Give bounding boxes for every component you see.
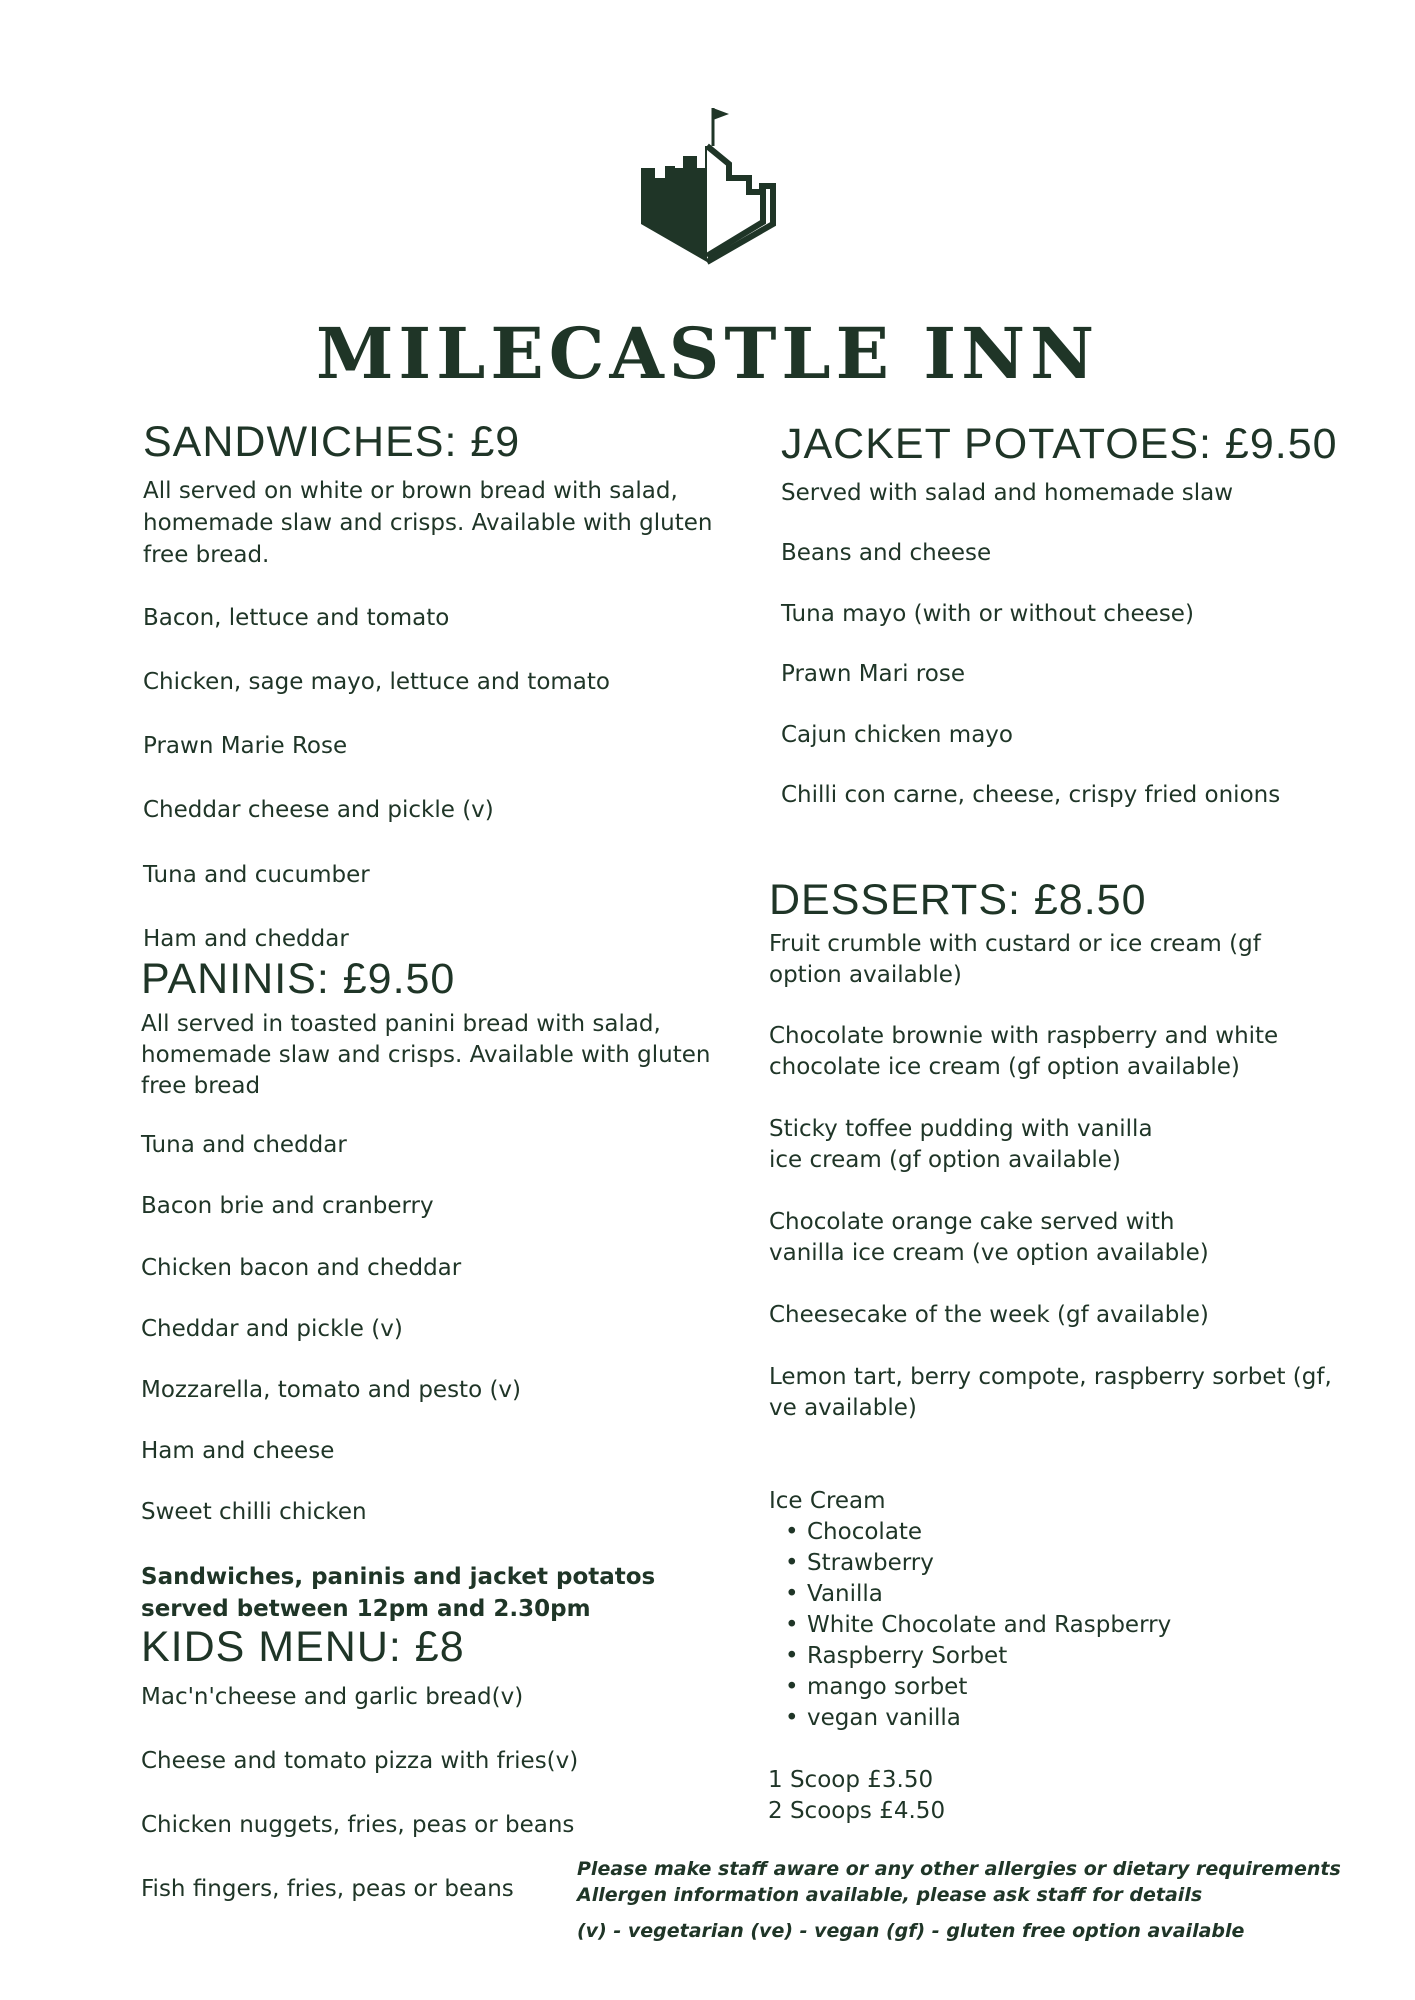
dessert-item: Chocolate brownie with raspberry and white chocolate ice cream (gf option available): [769, 1023, 1279, 1080]
list-item: Chilli con carne, cheese, crispy fried onions: [781, 782, 1281, 808]
list-item: Ham and cheddar: [143, 926, 349, 952]
list-item: Cheddar cheese and pickle (v): [143, 797, 494, 823]
list-item: Tuna and cheddar: [141, 1132, 347, 1158]
list-item: • vegan vanilla: [807, 1703, 1171, 1734]
ice-cream-flavour-list: [769, 1517, 1171, 1734]
list-item: Bacon brie and cranberry: [141, 1193, 434, 1219]
ice-cream-price: 1 Scoop £3.50: [768, 1767, 934, 1793]
serving-times-note: Sandwiches, paninis and jacket potatos served between 12pm and 2.30pm: [141, 1564, 656, 1622]
list-item: Chicken bacon and cheddar: [141, 1255, 462, 1281]
jacket-potatoes-heading: JACKET POTATOES: £9.50: [781, 420, 1338, 468]
list-item: Fish fingers, fries, peas or beans: [141, 1876, 514, 1902]
list-item: Beans and cheese: [781, 540, 992, 566]
list-item: Prawn Marie Rose: [143, 733, 348, 759]
list-item: • Strawberry: [807, 1548, 1171, 1579]
restaurant-name: MILECASTLE INN: [315, 312, 1100, 395]
list-item: Prawn Mari rose: [781, 661, 965, 687]
list-item: Cheese and tomato pizza with fries(v): [141, 1748, 579, 1774]
list-item: Mozzarella, tomato and pesto (v): [141, 1377, 522, 1403]
allergy-note: Please make staff aware or any other allergies or dietary requirements: [577, 1858, 1341, 1880]
ice-cream-heading: Ice Cream: [769, 1488, 886, 1514]
dessert-item: Lemon tart, berry compote, raspberry sorbet (gf, ve available): [769, 1364, 1332, 1421]
dessert-item: Fruit crumble with custard or ice cream (gf option available): [769, 931, 1261, 988]
list-item: Chicken nuggets, fries, peas or beans: [141, 1812, 575, 1838]
dietary-key: (v) - vegetarian (ve) - vegan (gf) - gluten free option available: [577, 1920, 1245, 1942]
kids-menu-heading: KIDS MENU: £8: [141, 1623, 465, 1671]
castle-logo-icon: [637, 106, 777, 272]
list-item: Cajun chicken mayo: [781, 722, 1013, 748]
ice-cream-price: 2 Scoops £4.50: [768, 1798, 946, 1824]
list-item: Chicken, sage mayo, lettuce and tomato: [143, 669, 610, 695]
dessert-item: Sticky toffee pudding with vanilla ice cream (gf option available): [769, 1116, 1153, 1173]
dessert-item: Cheesecake of the week (gf available): [769, 1302, 1209, 1328]
list-item: • Chocolate: [807, 1517, 1171, 1548]
list-item: Tuna mayo (with or without cheese): [781, 601, 1194, 627]
list-item: • Vanilla: [807, 1579, 1171, 1610]
sandwiches-heading: SANDWICHES: £9: [143, 418, 521, 466]
list-item: Mac'n'cheese and garlic bread(v): [141, 1684, 524, 1710]
list-item: • mango sorbet: [807, 1672, 1171, 1703]
list-item: Bacon, lettuce and tomato: [143, 605, 450, 631]
list-item: Tuna and cucumber: [143, 862, 370, 888]
list-item: • White Chocolate and Raspberry: [807, 1610, 1171, 1641]
list-item: Cheddar and pickle (v): [141, 1316, 403, 1342]
list-item: Ham and cheese: [141, 1438, 335, 1464]
jacket-potatoes-description: Served with salad and homemade slaw: [781, 480, 1234, 506]
dessert-item: Chocolate orange cake served with vanilla ice cream (ve option available): [769, 1209, 1209, 1266]
paninis-heading: PANINIS: £9.50: [141, 955, 456, 1003]
list-item: Sweet chilli chicken: [141, 1499, 367, 1525]
sandwiches-description: All served on white or brown bread with salad, homemade slaw and crisps. Available with gluten free bread.: [143, 478, 713, 568]
desserts-heading: DESSERTS: £8.50: [769, 876, 1147, 924]
allergen-info-note: Allergen information available, please ask staff for details: [577, 1884, 1203, 1906]
list-item: • Raspberry Sorbet: [807, 1641, 1171, 1672]
paninis-description: All served in toasted panini bread with salad, homemade slaw and crisps. Available with gluten free bread: [141, 1011, 711, 1099]
